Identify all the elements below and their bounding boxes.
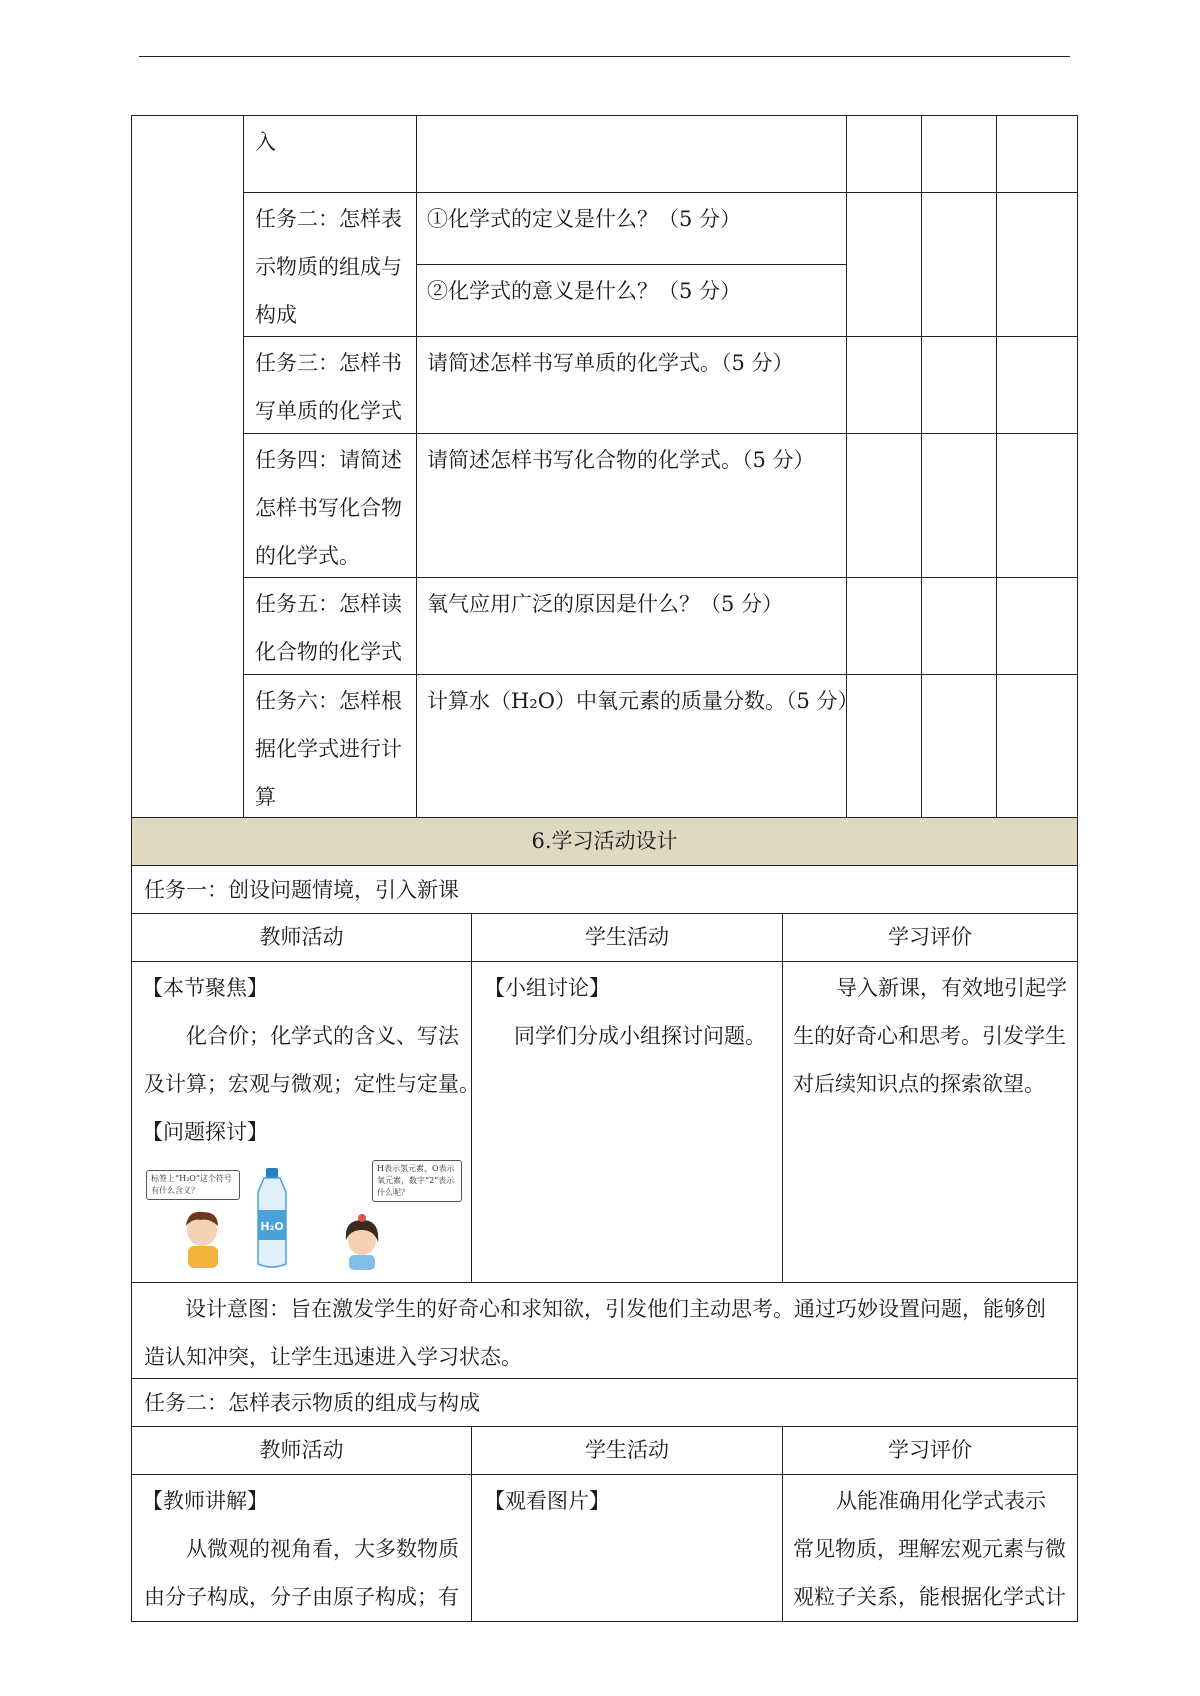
section-tag: 【观看图片】 (484, 1489, 610, 1513)
col-header-eval (782, 913, 1078, 962)
girl-figure (346, 1214, 378, 1270)
left-empty-column (131, 115, 244, 818)
eval-text: 常见物质，理解宏观元素与微 (793, 1537, 1066, 1561)
question-cell (416, 115, 847, 193)
left-speech-bubble: 标签上“H₂O”这个符号有什么含义？ (146, 1170, 240, 1200)
question-cell (416, 336, 847, 434)
task2-eval-cell (782, 1474, 1078, 1622)
col-header-label: 教师活动 (259, 925, 344, 949)
task1-eval-cell (782, 961, 1078, 1283)
problem-illustration (146, 1160, 464, 1270)
svg-text:H₂O: H₂O (260, 1220, 284, 1233)
task1-title-row (131, 865, 1078, 914)
task-cell (243, 577, 417, 675)
score-cell (996, 577, 1078, 675)
question-cell (416, 264, 847, 337)
eval-text: 对后续知识点的探索欲望。 (793, 1072, 1045, 1096)
task-cell (243, 336, 417, 434)
score-cell (996, 336, 1078, 434)
col-header-label: 学习评价 (888, 925, 972, 949)
score-cell (846, 336, 922, 434)
eval-text: 生的好奇心和思考。引发学生 (793, 1024, 1066, 1048)
task-text: 的化学式。 (255, 544, 360, 568)
score-cell (921, 433, 997, 578)
question-text: 氧气应用广泛的原因是什么？（5 分） (427, 592, 784, 616)
task-cell (243, 115, 417, 193)
question-cell (416, 577, 847, 675)
col-header-eval (782, 1426, 1078, 1475)
col-header-label: 学习评价 (888, 1438, 972, 1462)
task-cell (243, 192, 417, 337)
teacher-text: 化合价；化学式的含义、写法 (186, 1024, 459, 1048)
col-header-student (471, 913, 783, 962)
section-tag: 【小组讨论】 (484, 976, 610, 1000)
score-cell (846, 433, 922, 578)
task2-title: 任务二：怎样表示物质的组成与构成 (144, 1391, 480, 1415)
section-tag: 【教师讲解】 (142, 1489, 268, 1513)
design-intent-cell (131, 1282, 1078, 1379)
teacher-text: 由分子构成，分子由原子构成；有 (144, 1585, 459, 1609)
score-cell (996, 674, 1078, 818)
task1-title: 任务一：创设问题情境，引入新课 (144, 878, 459, 902)
task2-title-row (131, 1378, 1078, 1427)
section-title: 6.学习活动设计 (531, 829, 678, 853)
right-speech-bubble: H表示氢元素、O表示氧元素，数字“2”表示什么呢？ (372, 1160, 462, 1202)
col-header-label: 学生活动 (585, 925, 669, 949)
task-text: 据化学式进行计 (255, 737, 402, 761)
task-text: 入 (255, 130, 276, 154)
boy-figure (186, 1212, 218, 1268)
col-header-teacher (131, 1426, 472, 1475)
eval-text: 从能准确用化学式表示 (836, 1489, 1046, 1513)
question-cell (416, 433, 847, 578)
score-cell (921, 192, 997, 337)
question-cell (416, 192, 847, 265)
score-cell (846, 674, 922, 818)
teacher-text: 从微观的视角看，大多数物质 (186, 1537, 459, 1561)
col-header-student (471, 1426, 783, 1475)
score-cell (996, 192, 1078, 337)
task-cell (243, 433, 417, 578)
header-rule (139, 56, 1070, 57)
bottle-icon (258, 1168, 286, 1267)
task-text: 任务六：怎样根 (255, 689, 402, 713)
student-text: 同学们分成小组探讨问题。 (514, 1024, 766, 1048)
design-intent-text: 造认知冲突，让学生迅速进入学习状态。 (144, 1345, 522, 1369)
task-text: 写单质的化学式 (255, 399, 402, 423)
design-intent-text: 设计意图：旨在激发学生的好奇心和求知欲，引发他们主动思考。通过巧妙设置问题，能够创 (185, 1297, 1046, 1321)
question-text: 计算水（H₂O）中氧元素的质量分数。（5 分） (427, 689, 859, 713)
score-cell (846, 192, 922, 337)
score-cell (996, 115, 1078, 193)
illustration-figures (146, 1160, 464, 1270)
task-text: 任务二：怎样表 (255, 207, 402, 231)
task1-student-cell (471, 961, 783, 1283)
task-text: 算 (255, 785, 276, 809)
col-header-label: 教师活动 (259, 1438, 344, 1462)
question-text: ②化学式的意义是什么？（5 分） (427, 279, 742, 303)
task-text: 任务三：怎样书 (255, 351, 402, 375)
task-text: 构成 (255, 303, 297, 327)
teacher-text: 及计算；宏观与微观；定性与定量。 (144, 1072, 480, 1096)
question-text: ①化学式的定义是什么？（5 分） (427, 207, 742, 231)
score-cell (921, 577, 997, 675)
question-text: 请简述怎样书写化合物的化学式。（5 分） (427, 448, 815, 472)
score-cell (921, 115, 997, 193)
task-text: 化合物的化学式 (255, 640, 402, 664)
col-header-teacher (131, 913, 472, 962)
score-cell (846, 577, 922, 675)
question-text: 请简述怎样书写单质的化学式。（5 分） (427, 351, 794, 375)
task-text: 示物质的组成与 (255, 255, 402, 279)
section-tag: 【本节聚焦】 (142, 976, 268, 1000)
score-cell (921, 336, 997, 434)
task-text: 任务四：请简述 (255, 448, 402, 472)
section-tag: 【问题探讨】 (142, 1120, 268, 1144)
task2-teacher-cell (131, 1474, 472, 1622)
task-text: 怎样书写化合物 (255, 496, 402, 520)
task2-student-cell (471, 1474, 783, 1622)
question-cell (416, 674, 859, 818)
score-cell (996, 433, 1078, 578)
eval-text: 导入新课，有效地引起学 (836, 976, 1067, 1000)
score-cell (846, 115, 922, 193)
section-header (131, 817, 1078, 866)
score-cell (921, 674, 997, 818)
col-header-label: 学生活动 (585, 1438, 669, 1462)
task-text: 任务五：怎样读 (255, 592, 402, 616)
task-cell (243, 674, 417, 818)
eval-text: 观粒子关系，能根据化学式计 (793, 1585, 1066, 1609)
